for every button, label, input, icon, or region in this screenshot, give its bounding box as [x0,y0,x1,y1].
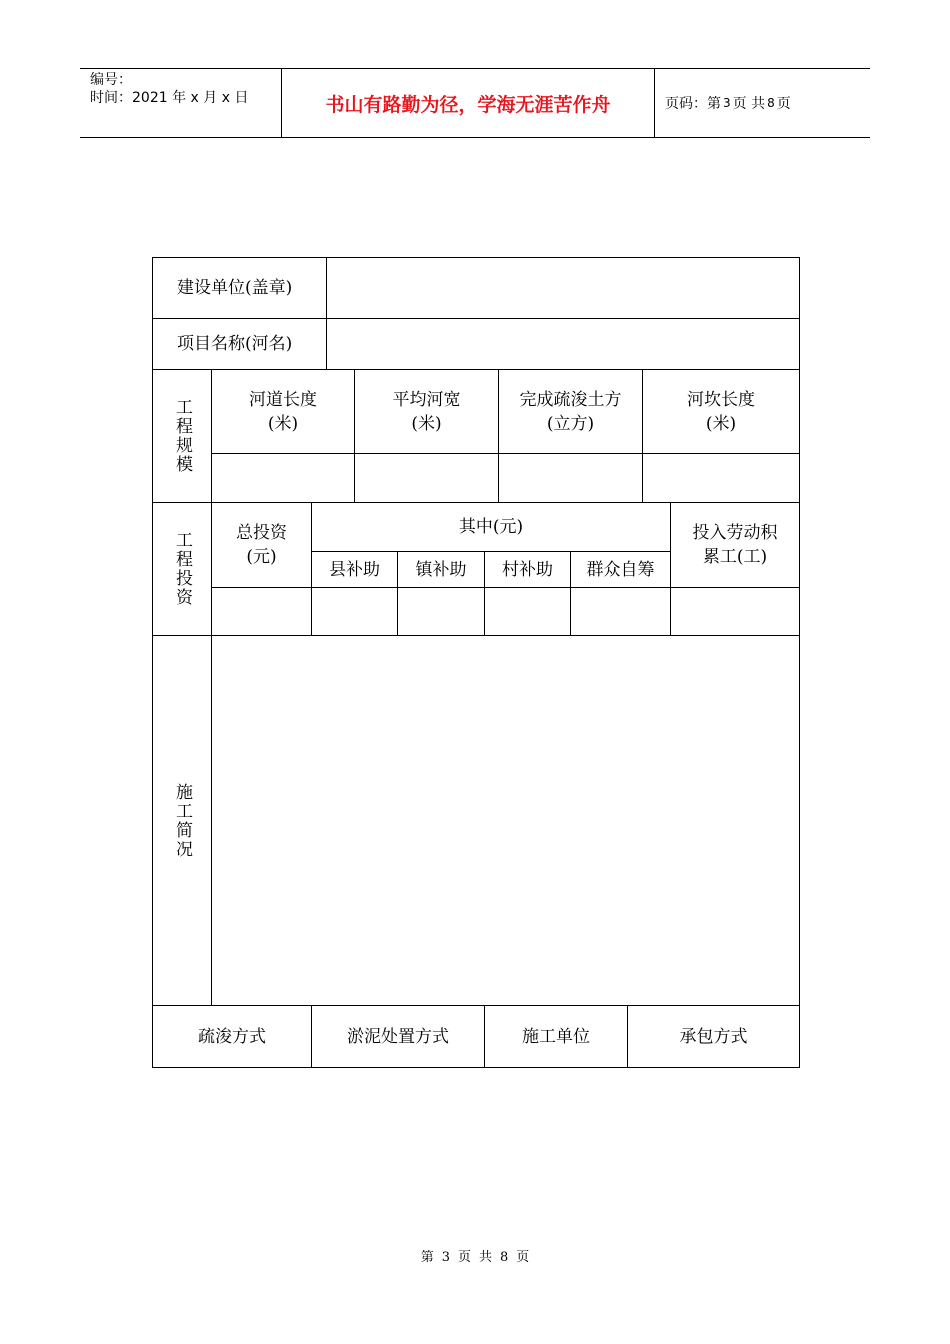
county-subsidy-label: 县补助 [311,551,398,588]
footer-current-page: 3 [441,1250,450,1265]
footer-di: 第 [420,1250,434,1265]
town-subsidy-label: 镇补助 [397,551,485,588]
river-length-field[interactable] [211,453,355,503]
header-motto: 书山有路勤为径，学海无涯苦作舟 [282,69,655,137]
public-funding-field[interactable] [570,587,671,636]
page-footer [0,1246,950,1265]
town-subsidy-field[interactable] [397,587,485,636]
earthwork-field[interactable] [498,453,643,503]
project-name-field[interactable] [326,318,800,370]
page-prefix: 页码：第 [665,96,721,112]
dredging-method-label: 疏浚方式 [152,1005,312,1068]
labor-input-field[interactable] [670,587,800,636]
construction-unit-label: 施工单位 [484,1005,628,1068]
doc-number-label: 编号： [90,72,132,88]
scale-col-earthwork: 完成疏浚土方 (立方) [498,369,643,454]
page-current: 3 [723,96,731,110]
header-page-info [655,69,870,137]
public-funding-label: 群众自筹 [570,551,671,588]
avg-width-field[interactable] [354,453,499,503]
footer-ye-end: 页 [516,1250,530,1265]
doc-time-label: 时间：2021 年 x 月 x 日 [90,90,249,106]
page-suffix: 页 [776,96,791,112]
project-name-label: 项目名称(河名) [152,318,327,370]
build-unit-field[interactable] [326,257,800,319]
construction-summary-field[interactable] [211,635,800,1006]
village-subsidy-field[interactable] [484,587,571,636]
village-subsidy-label: 村补助 [484,551,571,588]
page-header [80,68,870,138]
contract-method-label: 承包方式 [627,1005,800,1068]
build-unit-label: 建设单位(盖章) [152,257,327,319]
sludge-disposal-label: 淤泥处置方式 [311,1005,485,1068]
invest-section-label: 工程投资 [152,502,212,636]
labor-input-label: 投入劳动积 累工(工) [670,502,800,588]
footer-ye: 页 [457,1250,471,1265]
construction-summary-label: 施工简况 [152,635,212,1006]
scale-col-river-length: 河道长度 (米) [211,369,355,454]
page-mid: 页 共 [732,96,766,112]
footer-gong: 共 [479,1250,493,1265]
total-invest-field[interactable] [211,587,312,636]
header-meta [80,69,282,137]
scale-section-label: 工程规模 [152,369,212,503]
footer-total-pages: 8 [500,1250,509,1265]
river-dredging-form [152,257,800,1068]
scale-col-bank-length: 河坎长度 (米) [642,369,800,454]
scale-col-avg-width: 平均河宽 (米) [354,369,499,454]
of-which-label: 其中(元) [311,502,671,552]
page-total: 8 [767,96,775,110]
bank-length-field[interactable] [642,453,800,503]
total-invest-label: 总投资 (元) [211,502,312,588]
county-subsidy-field[interactable] [311,587,398,636]
